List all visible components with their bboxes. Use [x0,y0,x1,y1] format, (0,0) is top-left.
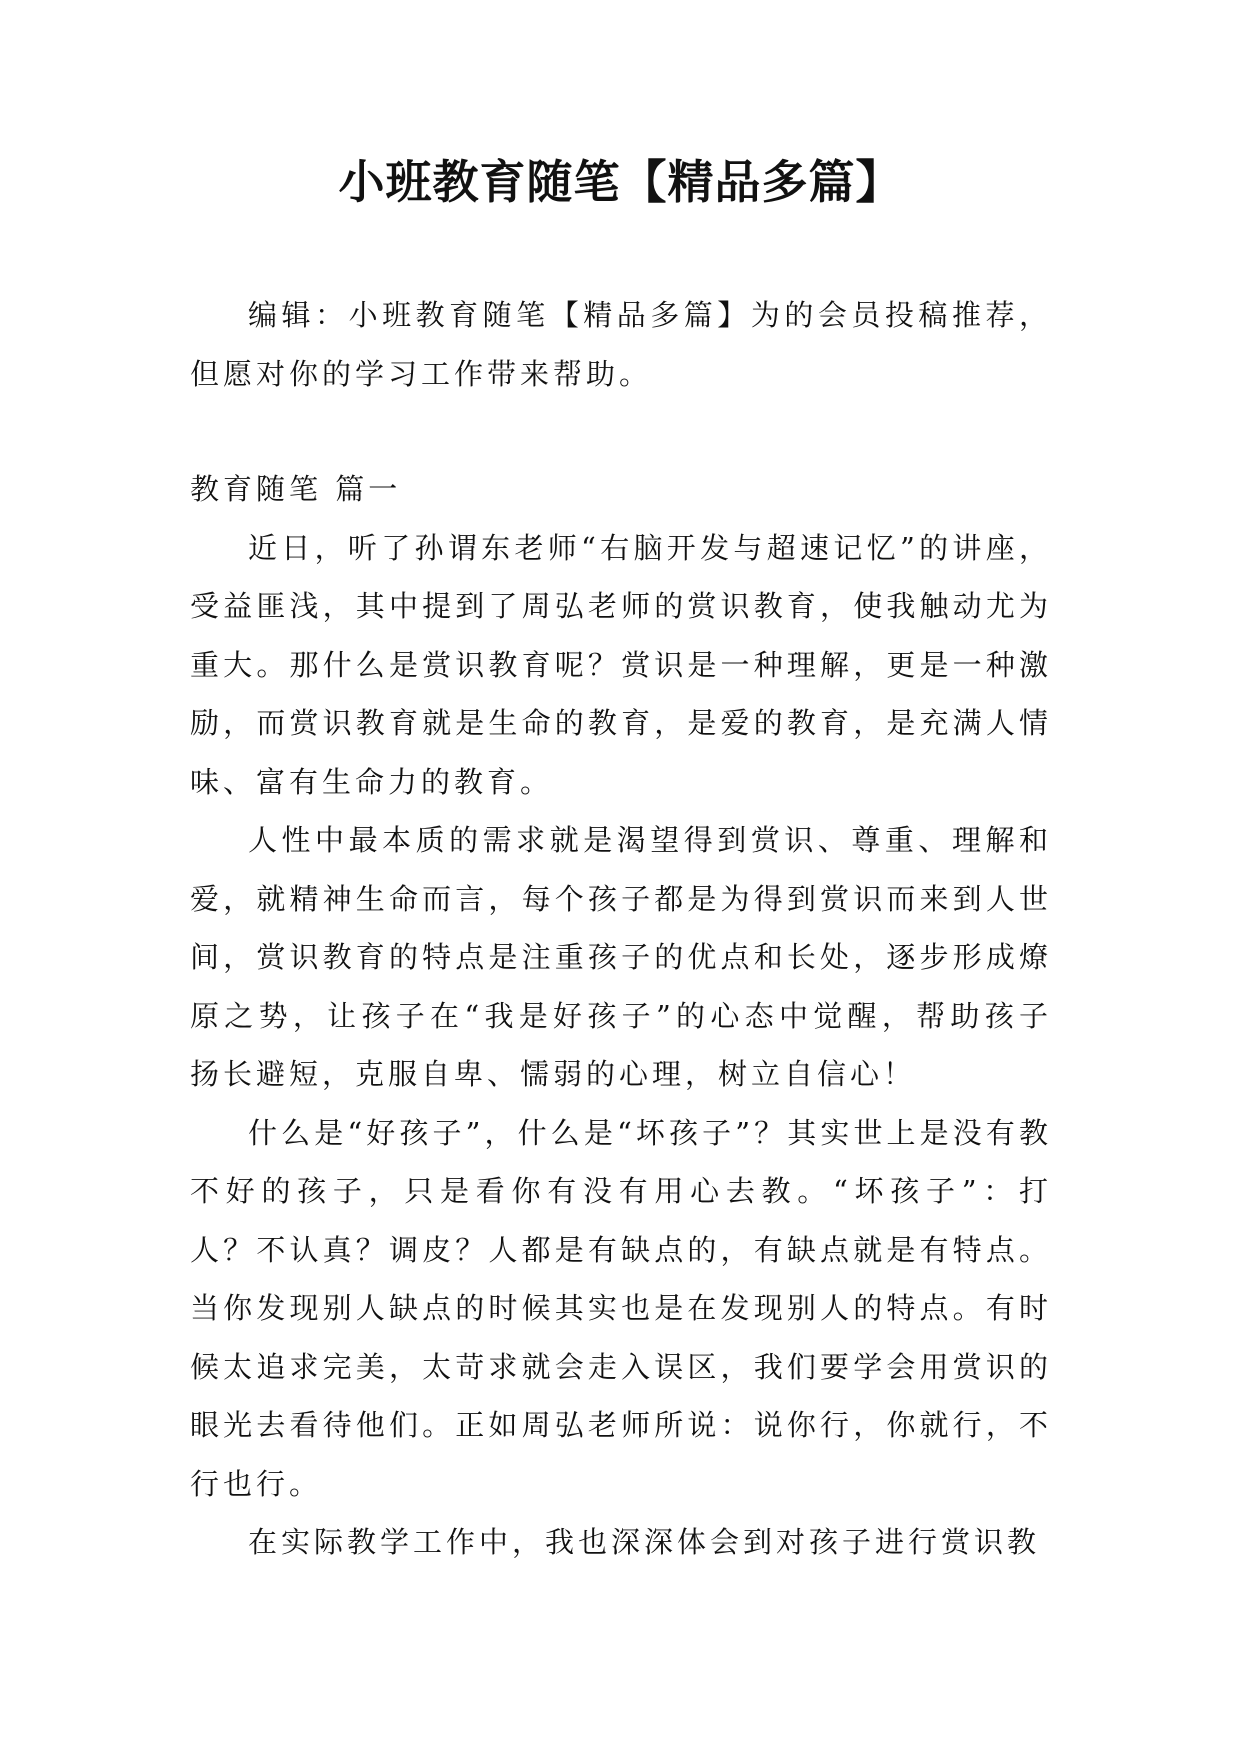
intro-paragraph: 编辑：小班教育随笔【精品多篇】为的会员投稿推荐，但愿对你的学习工作带来帮助。 [190,298,1052,391]
section-heading: 教育随笔 篇一 [190,472,402,506]
section-block [190,460,1052,1572]
body-paragraph: 在实际教学工作中，我也深深体会到对孩子进行赏识教 [248,1525,1041,1559]
body-paragraph: 近日，听了孙谓东老师“右脑开发与超速记忆”的讲座，受益匪浅，其中提到了周弘老师的赏识教育，使我触动尤为重大。那什么是赏识教育呢？赏识是一种理解，更是一种激励，而赏识教育就是生命的教育，是爱的教育，是充满人情味、富有生命力的教育。 [190,530,1052,799]
body-paragraph: 什么是“好孩子”，什么是“坏孩子”？其实世上是没有教不好的孩子，只是看你有没有用心去教。“坏孩子”：打人？不认真？调皮？人都是有缺点的，有缺点就是有特点。当你发现别人缺点的时候其实也是在发现别人的特点。有时候太追求完美，太苛求就会走入误区，我们要学会用赏识的眼光去看待他们。正如周弘老师所说：说你行，你就行，不行也行。 [190,1115,1052,1501]
body-paragraph: 人性中最本质的需求就是渴望得到赏识、尊重、理解和爱，就精神生命而言，每个孩子都是为得到赏识而来到人世间，赏识教育的特点是注重孩子的优点和长处，逐步形成燎原之势，让孩子在“我是好孩子”的心态中觉醒，帮助孩子扬长避短，克服自卑、懦弱的心理，树立自信心！ [190,823,1052,1091]
document-title: 小班教育随笔【精品多篇】 [338,155,903,209]
intro-block [190,286,1052,403]
